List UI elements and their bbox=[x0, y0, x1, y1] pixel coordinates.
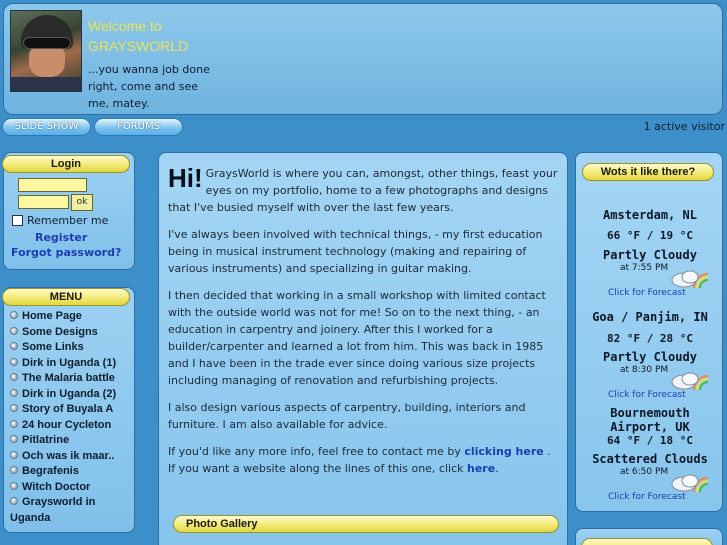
right-panel-2-title bbox=[581, 538, 713, 545]
weather-title: Wots it like there? bbox=[582, 163, 714, 181]
register-link[interactable]: Register bbox=[35, 231, 88, 244]
bullet-icon bbox=[10, 327, 18, 335]
menu-item-malaria-battle[interactable]: The Malaria battle bbox=[10, 371, 128, 387]
weather-city-bournemouth: Bournemouth Airport, UK bbox=[610, 406, 690, 434]
menu-item-och-was-ik-maar[interactable]: Och was ik maar.. bbox=[10, 449, 128, 465]
menu-title: MENU bbox=[2, 288, 130, 306]
weather-city-amsterdam: Amsterdam, NL bbox=[603, 208, 697, 222]
forecast-link-bournemouth[interactable]: Click for Forecast bbox=[608, 492, 686, 502]
bullet-icon bbox=[10, 466, 18, 474]
weather-temp: 64 °F / 18 °C bbox=[606, 434, 694, 447]
menu-item-some-links[interactable]: Some Links bbox=[10, 340, 128, 356]
weather-panel bbox=[575, 152, 723, 512]
weather-condition: Scattered Clouds bbox=[592, 452, 708, 466]
remember-checkbox[interactable] bbox=[12, 215, 23, 226]
menu-item-witch-doctor[interactable]: Witch Doctor bbox=[10, 480, 128, 496]
site-tagline: ...you wanna job done right, come and see me, matey. bbox=[88, 63, 210, 110]
forecast-link-amsterdam[interactable]: Click for Forecast bbox=[608, 288, 686, 298]
password-input[interactable] bbox=[18, 195, 69, 209]
website-link[interactable]: here bbox=[467, 462, 496, 475]
bullet-icon bbox=[10, 435, 18, 443]
menu-item-dirk-in-uganda-1[interactable]: Dirk in Uganda (1) bbox=[10, 356, 128, 372]
bullet-icon bbox=[10, 373, 18, 381]
site-header bbox=[3, 3, 723, 115]
forgot-password-link[interactable]: Forgot password? bbox=[11, 246, 122, 259]
weather-time: at 7:55 PM bbox=[620, 263, 669, 273]
active-visitors: 1 active visitor bbox=[643, 120, 725, 133]
login-ok-button[interactable]: ok bbox=[71, 194, 93, 211]
weather-time: at 6:50 PM bbox=[620, 467, 669, 477]
weather-condition: Partly Cloudy bbox=[603, 350, 697, 364]
login-title: Login bbox=[2, 155, 130, 173]
bullet-icon bbox=[10, 389, 18, 397]
main-content bbox=[158, 152, 568, 545]
intro-paragraph: Hi! GraysWorld is where you can, amongst, other things, feast your eyes on my portfolio, home to a few photographs and designs that I've busied myself with over the last few years. bbox=[168, 163, 558, 214]
partly-cloudy-icon bbox=[670, 368, 712, 392]
bullet-icon bbox=[10, 451, 18, 459]
photo-gallery-title: Photo Gallery bbox=[173, 515, 559, 533]
forums-button[interactable]: FORUMS bbox=[94, 118, 183, 136]
hi-heading: Hi! bbox=[168, 163, 203, 193]
remember-me[interactable] bbox=[12, 214, 108, 227]
menu-item-pitlatrine[interactable]: Pitlatrine bbox=[10, 433, 128, 449]
bullet-icon bbox=[10, 342, 18, 350]
menu-item-home-page[interactable]: Home Page bbox=[10, 309, 128, 325]
slideshow-button[interactable]: SLIDE SHOW bbox=[2, 118, 91, 136]
menu-item-dirk-in-uganda-2[interactable]: Dirk in Uganda (2) bbox=[10, 387, 128, 403]
paragraph-5: If you'd like any more info, feel free to contact me by clicking here . If you want a website along the lines of this one, click here. bbox=[168, 445, 551, 475]
forecast-link-goa[interactable]: Click for Forecast bbox=[608, 390, 686, 400]
paragraph-2: I've always been involved with technical things, - my first education being in musical instrument technology (making and repairing of various instruments) and specializing in guitar making. bbox=[168, 228, 543, 275]
weather-time: at 8:30 PM bbox=[620, 365, 669, 375]
bullet-icon bbox=[10, 497, 18, 505]
weather-temp: 66 °F / 19 °C bbox=[606, 229, 694, 242]
paragraph-4: I also design various aspects of carpentry, building, interiors and furniture. I am also available for advice. bbox=[168, 401, 526, 431]
menu-item-graysworld-in-uganda[interactable]: Graysworld in Uganda bbox=[10, 496, 96, 524]
avatar bbox=[10, 10, 82, 92]
bullet-icon bbox=[10, 311, 18, 319]
contact-link[interactable]: clicking here bbox=[464, 445, 544, 458]
site-title-line1: Welcome to bbox=[88, 18, 162, 34]
bullet-icon bbox=[10, 404, 18, 412]
scattered-clouds-icon bbox=[670, 470, 712, 494]
bullet-icon bbox=[10, 482, 18, 490]
bullet-icon bbox=[10, 358, 18, 366]
menu-item-story-of-buyala[interactable]: Story of Buyala A bbox=[10, 402, 128, 418]
menu-item-some-designs[interactable]: Some Designs bbox=[10, 325, 128, 341]
bullet-icon bbox=[10, 420, 18, 428]
weather-condition: Partly Cloudy bbox=[603, 248, 697, 262]
site-title-line2: GRAYSWORLD bbox=[88, 38, 189, 54]
weather-temp: 82 °F / 28 °C bbox=[606, 332, 694, 345]
paragraph-3: I then decided that working in a small workshop with limited contact with the outside world was not for me! So on to the next thing, - an education in carpentry and joinery. After this I worked for a builder/carpenter and learned a lot from him. This was back in 1985 and I have been in the trade ever since doing various size projects including managing of renovation and refurbishing projects. bbox=[168, 289, 546, 387]
partly-cloudy-icon bbox=[670, 266, 712, 290]
username-input[interactable] bbox=[18, 178, 87, 192]
menu-list bbox=[10, 309, 128, 526]
menu-item-begrafenis[interactable]: Begrafenis bbox=[10, 464, 128, 480]
remember-label: Remember me bbox=[27, 214, 109, 227]
site-title bbox=[88, 16, 268, 56]
menu-item-24-hour-cycleton[interactable]: 24 hour Cycleton bbox=[10, 418, 128, 434]
weather-city-goa: Goa / Panjim, IN bbox=[592, 310, 708, 324]
